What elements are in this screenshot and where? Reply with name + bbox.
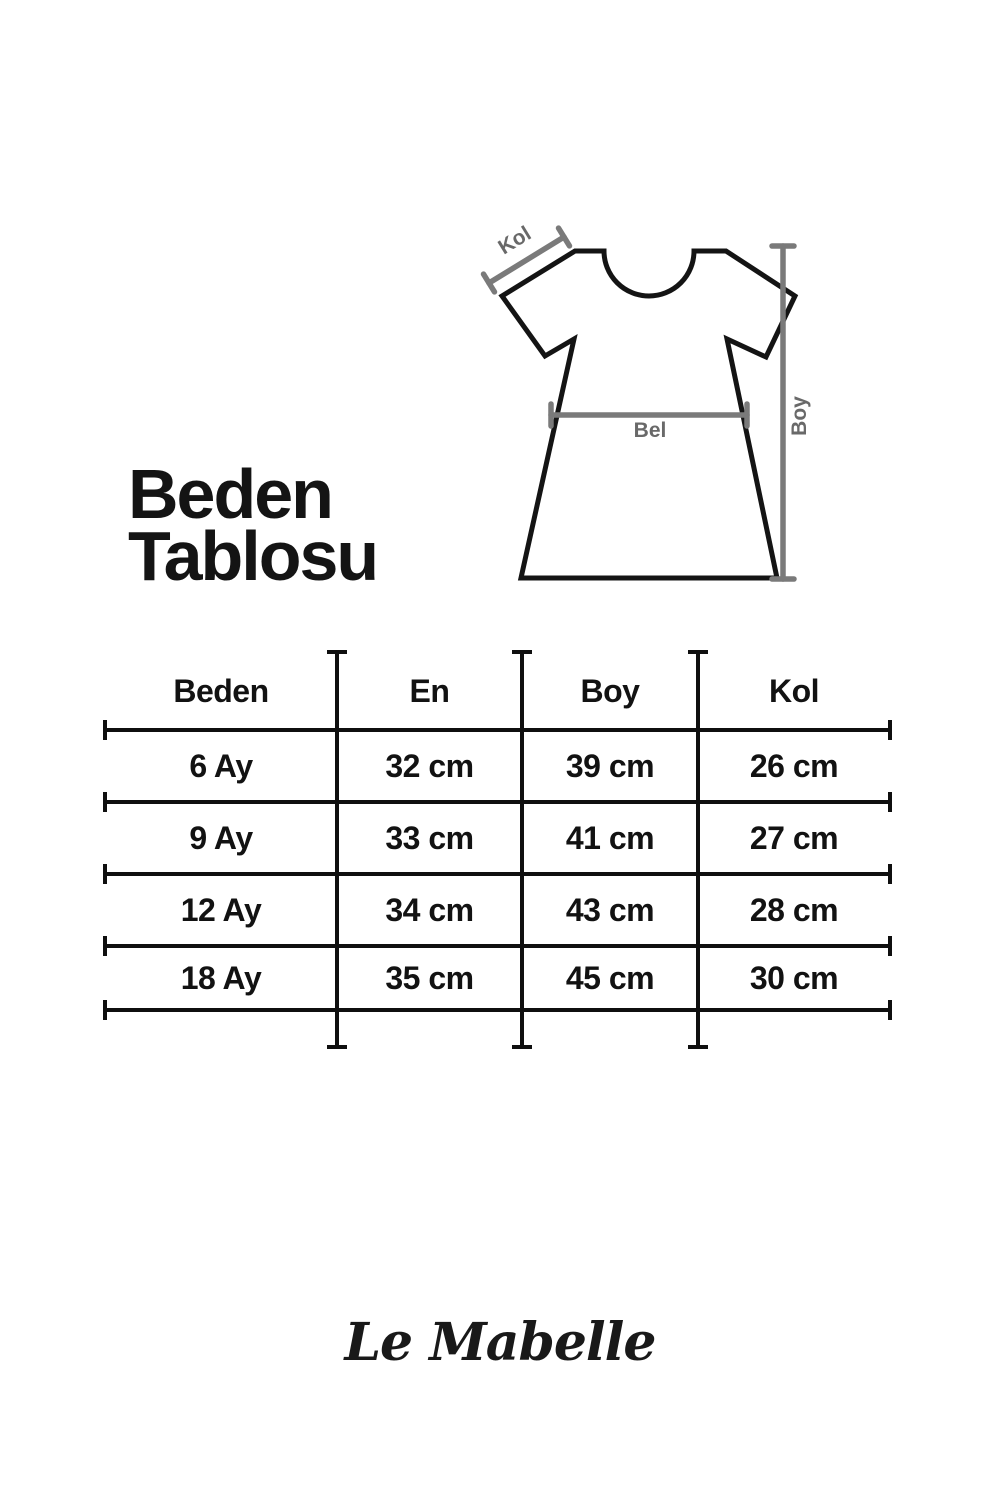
bel-label: Bel (633, 419, 667, 442)
kol-label: Kol (494, 221, 536, 260)
brand-logo: Le Mabelle (344, 1312, 656, 1373)
row-18ay-en: 35 cm (385, 959, 474, 996)
header-en: En (409, 672, 450, 709)
row-12ay-size: 12 Ay (180, 891, 262, 928)
row-6ay-en: 32 cm (385, 747, 474, 784)
page-title-line1: Beden (128, 455, 332, 533)
size-table (105, 652, 890, 1010)
row-18ay-kol: 30 cm (749, 959, 839, 996)
boy-label: Boy (788, 396, 811, 436)
row-9ay-boy: 41 cm (565, 819, 655, 856)
header-boy: Boy (580, 672, 640, 709)
dress-diagram (430, 190, 880, 620)
row-9ay-en: 33 cm (385, 819, 474, 856)
row-18ay-size: 18 Ay (180, 959, 262, 996)
header-kol: Kol (768, 672, 820, 709)
row-6ay-boy: 39 cm (565, 747, 655, 784)
page-title-line2: Tablosu (128, 517, 378, 595)
row-9ay-size: 9 Ay (189, 819, 253, 856)
row-18ay-boy: 45 cm (565, 959, 655, 996)
header-beden: Beden (173, 672, 269, 709)
row-12ay-boy: 43 cm (565, 891, 655, 928)
page-title (128, 455, 378, 595)
row-6ay-size: 6 Ay (189, 747, 253, 784)
row-9ay-kol: 27 cm (749, 819, 839, 856)
row-12ay-en: 34 cm (385, 891, 474, 928)
row-12ay-kol: 28 cm (749, 891, 839, 928)
row-6ay-kol: 26 cm (749, 747, 839, 784)
